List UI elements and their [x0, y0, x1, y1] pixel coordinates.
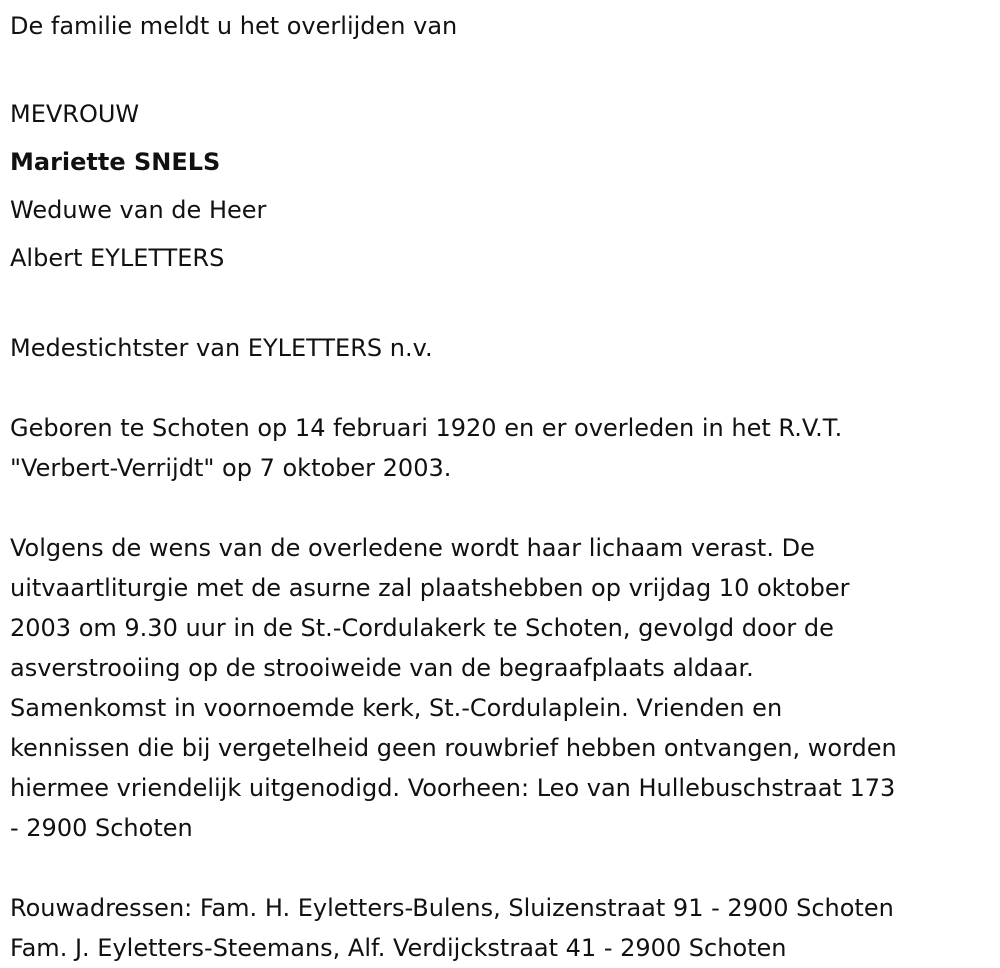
- address-line: Fam. J. Eyletters-Steemans, Alf. Verdijckstraat 41 - 2900 Schoten: [10, 934, 787, 962]
- ceremony-line: uitvaartliturgie met de asurne zal plaatshebben op vrijdag 10 oktober: [10, 574, 850, 602]
- ceremony-line: hiermee vriendelijk uitgenodigd. Voorheen: Leo van Hullebuschstraat 173: [10, 774, 896, 802]
- deceased-block: [10, 90, 995, 282]
- ceremony-line: kennissen die bij vergetelheid geen rouwbrief hebben ontvangen, worden: [10, 734, 897, 762]
- spacer: [10, 46, 995, 86]
- spacer: [10, 848, 995, 888]
- ceremony-line: 2003 om 9.30 uur in de St.-Cordulakerk te Schoten, gevolgd door de: [10, 614, 834, 642]
- obituary-document: [10, 6, 995, 968]
- birth-death-paragraph: [10, 408, 995, 488]
- spacer: [10, 368, 995, 408]
- deceased-name: Mariette SNELS: [10, 148, 221, 176]
- role-text: Medestichtster van EYLETTERS n.v.: [10, 334, 433, 362]
- ceremony-line: asverstrooiing op de strooiweide van de begraafplaats aldaar.: [10, 654, 754, 682]
- birth-death-line: Geboren te Schoten op 14 februari 1920 en er overleden in het R.V.T.: [10, 414, 843, 442]
- spouse-name: Albert EYLETTERS: [10, 244, 225, 272]
- spacer: [10, 288, 995, 328]
- address-line: Rouwadressen: Fam. H. Eyletters-Bulens, Sluizenstraat 91 - 2900 Schoten: [10, 894, 894, 922]
- birth-death-line: "Verbert-Verrijdt" op 7 oktober 2003.: [10, 454, 452, 482]
- deceased-title: MEVROUW: [10, 100, 140, 128]
- ceremony-line: Volgens de wens van de overledene wordt haar lichaam verast. De: [10, 534, 815, 562]
- addresses-paragraph: [10, 888, 995, 968]
- ceremony-line: - 2900 Schoten: [10, 814, 193, 842]
- ceremony-paragraph: [10, 528, 995, 848]
- ceremony-line: Samenkomst in voornoemde kerk, St.-Cordulaplein. Vrienden en: [10, 694, 783, 722]
- deceased-relation: Weduwe van de Heer: [10, 196, 267, 224]
- spacer: [10, 488, 995, 528]
- intro-text: De familie meldt u het overlijden van: [10, 12, 458, 40]
